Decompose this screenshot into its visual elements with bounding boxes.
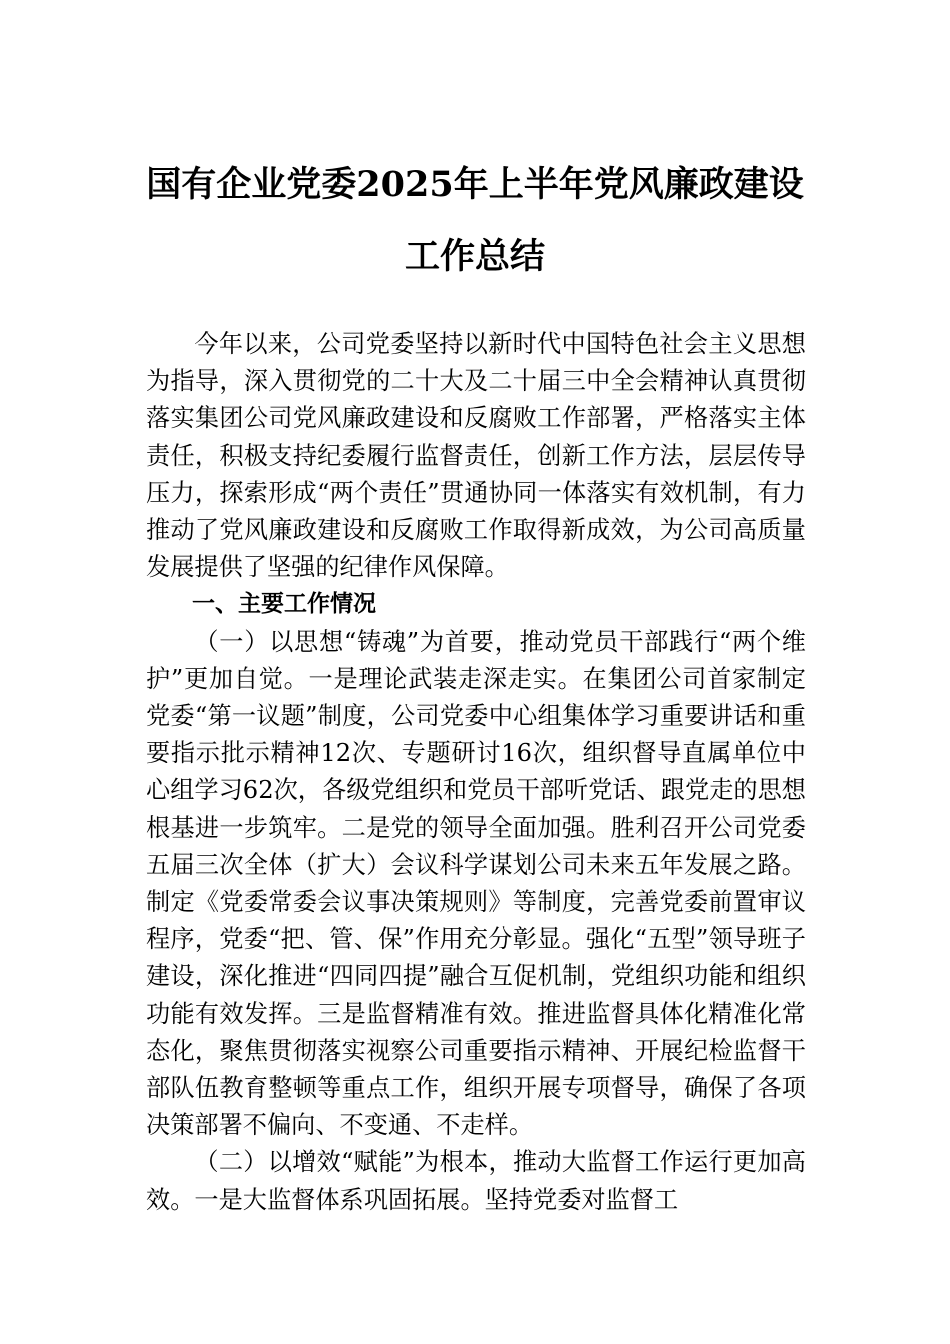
intro-paragraph: 今年以来，公司党委坚持以新时代中国特色社会主义思想为指导，深入贯彻党的二十大及二十届三中全会精神认真贯彻落实集团公司党风廉政建设和反腐败工作部署，严格落实主体责任，积极支持纪委履行监督责任，创新工作方法，层层传导压力，探索形成“两个责任”贯通协同一体落实有效机制，有力推动了党风廉政建设和反腐败工作取得新成效，为公司高质量发展提供了坚强的纪律作风保障。 — [146, 330, 806, 582]
section-heading-main-work: 一、主要工作情况 — [192, 591, 376, 618]
document-body — [146, 326, 806, 1219]
document-title-line-1: 国有企业党委2025年上半年党风廉政建设 — [146, 164, 804, 205]
paragraph-section-1: （一）以思想“铸魂”为首要，推动党员干部践行“两个维护”更加自觉。一是理论武装走深走实。在集团公司首家制定党委“第一议题”制度，公司党委中心组集体学习重要讲话和重要指示批示精神12次、专题研讨16次，组织督导直属单位中心组学习62次，各级党组织和党员干部听党话、跟党走的思想根基进一步筑牢。二是党的领导全面加强。胜利召开公司党委五届三次全体（扩大）会议科学谋划公司未来五年发展之路。制定《党委常委会议事决策规则》等制度，完善党委前置审议程序，党委“把、管、保”作用充分彰显。强化“五型”领导班子建设，深化推进“四同四提”融合互促机制，党组织功能和组织功能有效发挥。三是监督精准有效。推进监督具体化精准化常态化，聚焦贯彻落实视察公司重要指示精神、开展纪检监督干部队伍教育整顿等重点工作，组织开展专项督导，确保了各项决策部署不偏向、不变通、不走样。 — [146, 627, 806, 1140]
document-title-line-2: 工作总结 — [404, 236, 545, 277]
paragraph-section-2: （二）以增效“赋能”为根本，推动大监督工作运行更加高效。一是大监督体系巩固拓展。坚持党委对监督工 — [146, 1148, 806, 1214]
